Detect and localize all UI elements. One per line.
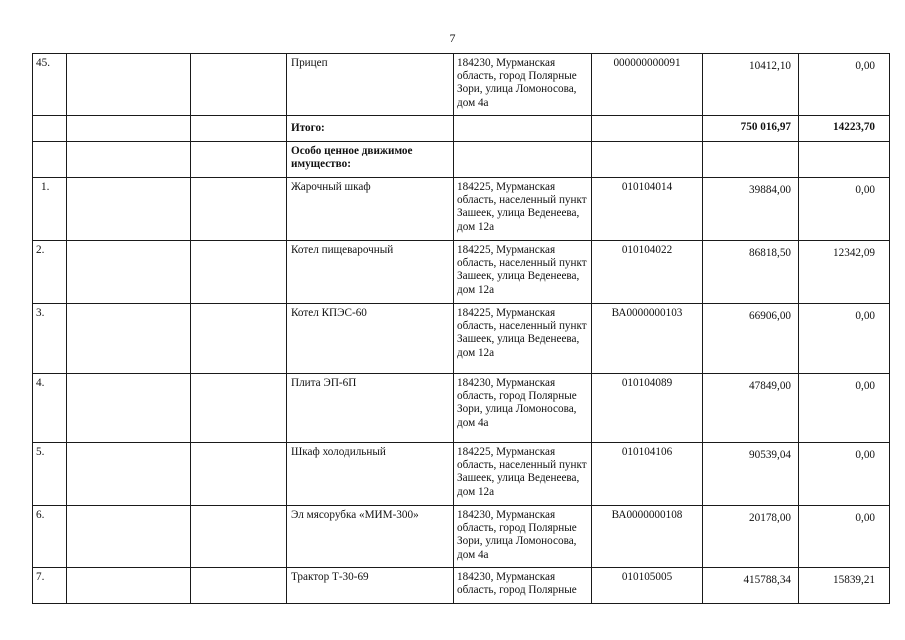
empty-cell <box>191 374 287 443</box>
total-depreciation: 14223,70 <box>799 116 890 142</box>
empty-cell <box>191 142 287 178</box>
inventory-number: 000000000091 <box>592 54 703 116</box>
inventory-number <box>592 116 703 142</box>
row-number: 3. <box>33 304 67 374</box>
table-row <box>33 178 890 241</box>
empty-cell <box>191 568 287 604</box>
row-number: 45. <box>33 54 67 116</box>
item-address <box>454 116 592 142</box>
empty-cell <box>191 304 287 374</box>
empty-cell <box>191 443 287 506</box>
depreciation-value: 15839,21 <box>799 568 890 604</box>
page-number: 7 <box>449 31 456 45</box>
item-name: Прицеп <box>287 54 454 116</box>
row-number <box>33 142 67 178</box>
item-address: 184225, Мурманская область, населенный пункт Зашеек, улица Веденеева, дом 12а <box>454 178 592 241</box>
row-number: 7. <box>33 568 67 604</box>
item-name: Жарочный шкаф <box>287 178 454 241</box>
depreciation-value: 0,00 <box>799 374 890 443</box>
book-value: 10412,10 <box>703 54 799 116</box>
empty-cell <box>67 568 191 604</box>
inventory-number: 010104022 <box>592 241 703 304</box>
section-title: Особо ценное движимое имущество: <box>287 142 454 178</box>
row-number: 6. <box>33 506 67 568</box>
depreciation-value: 0,00 <box>799 304 890 374</box>
table-row <box>33 304 890 374</box>
empty-cell <box>67 304 191 374</box>
book-value: 86818,50 <box>703 241 799 304</box>
table-row <box>33 374 890 443</box>
book-value: 415788,34 <box>703 568 799 604</box>
item-name: Эл мясорубка «МИМ-300» <box>287 506 454 568</box>
depreciation-value: 0,00 <box>799 443 890 506</box>
book-value: 66906,00 <box>703 304 799 374</box>
empty-cell <box>191 178 287 241</box>
table-row <box>33 54 890 116</box>
item-address: 184230, Мурманская область, город Полярные <box>454 568 592 604</box>
row-number: 4. <box>33 374 67 443</box>
empty-cell <box>67 54 191 116</box>
table-row <box>33 506 890 568</box>
depreciation-value <box>799 142 890 178</box>
book-value: 20178,00 <box>703 506 799 568</box>
row-number: 1. <box>33 178 67 241</box>
row-number <box>33 116 67 142</box>
item-address: 184230, Мурманская область, город Полярные Зори, улица Ломоносова, дом 4а <box>454 374 592 443</box>
section-header-row <box>33 142 890 178</box>
item-name: Плита ЭП-6П <box>287 374 454 443</box>
depreciation-value: 0,00 <box>799 54 890 116</box>
inventory-number: 010104089 <box>592 374 703 443</box>
empty-cell <box>67 374 191 443</box>
inventory-number: 010104014 <box>592 178 703 241</box>
empty-cell <box>67 443 191 506</box>
inventory-number: 010105005 <box>592 568 703 604</box>
inventory-number: ВА0000000108 <box>592 506 703 568</box>
empty-cell <box>67 506 191 568</box>
book-value: 47849,00 <box>703 374 799 443</box>
item-address: 184225, Мурманская область, населенный пункт Зашеек, улица Веденеева, дом 12а <box>454 443 592 506</box>
inventory-number <box>592 142 703 178</box>
item-address: 184230, Мурманская область, город Полярные Зори, улица Ломоносова, дом 4а <box>454 506 592 568</box>
depreciation-value: 0,00 <box>799 178 890 241</box>
empty-cell <box>67 178 191 241</box>
empty-cell <box>67 116 191 142</box>
item-address: 184225, Мурманская область, населенный пункт Зашеек, улица Веденеева, дом 12а <box>454 304 592 374</box>
row-number: 2. <box>33 241 67 304</box>
total-label: Итого: <box>287 116 454 142</box>
property-table <box>32 53 890 604</box>
empty-cell <box>191 241 287 304</box>
item-name: Трактор Т-30-69 <box>287 568 454 604</box>
empty-cell <box>67 142 191 178</box>
table-row <box>33 568 890 604</box>
item-name: Котел КПЭС-60 <box>287 304 454 374</box>
empty-cell <box>67 241 191 304</box>
item-address: 184230, Мурманская область, город Полярные Зори, улица Ломоносова, дом 4а <box>454 54 592 116</box>
inventory-number: 010104106 <box>592 443 703 506</box>
row-number: 5. <box>33 443 67 506</box>
item-address: 184225, Мурманская область, населенный пункт Зашеек, улица Веденеева, дом 12а <box>454 241 592 304</box>
empty-cell <box>191 54 287 116</box>
depreciation-value: 12342,09 <box>799 241 890 304</box>
book-value: 90539,04 <box>703 443 799 506</box>
depreciation-value: 0,00 <box>799 506 890 568</box>
item-name: Котел пищеварочный <box>287 241 454 304</box>
table-row <box>33 443 890 506</box>
book-value: 39884,00 <box>703 178 799 241</box>
book-value <box>703 142 799 178</box>
item-name: Шкаф холодильный <box>287 443 454 506</box>
item-address <box>454 142 592 178</box>
total-row <box>33 116 890 142</box>
empty-cell <box>191 506 287 568</box>
inventory-number: ВА0000000103 <box>592 304 703 374</box>
empty-cell <box>191 116 287 142</box>
table-row <box>33 241 890 304</box>
total-book-value: 750 016,97 <box>703 116 799 142</box>
